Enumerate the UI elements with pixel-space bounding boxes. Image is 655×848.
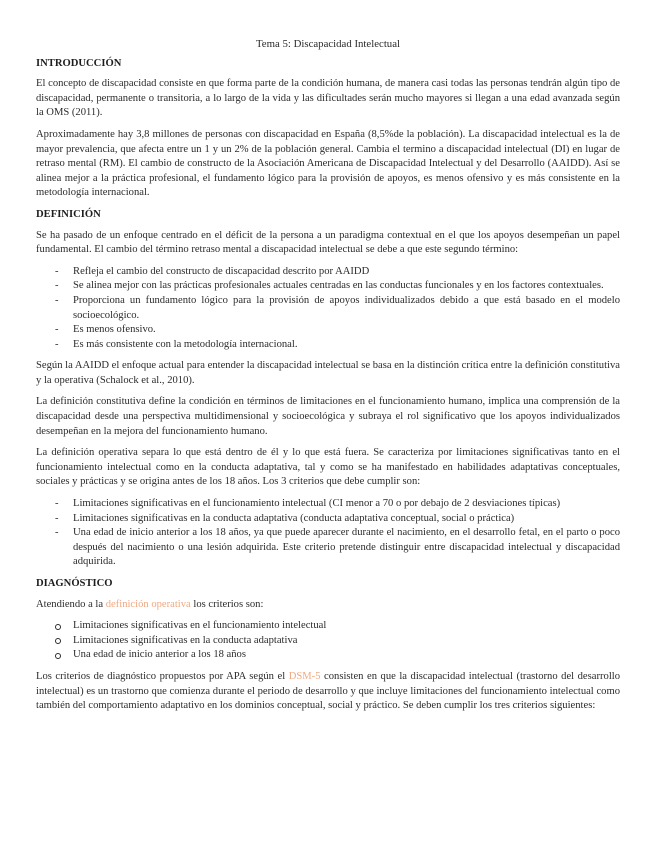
- list-item: Limitaciones significativas en la conducta adaptativa: [36, 634, 620, 649]
- list-item: - Limitaciones significativas en el funcionamiento intelectual (CI menor a 70 o por debajo de 2 desviaciones típicas): [36, 497, 620, 512]
- diagnostico-final-paragraph: [36, 670, 620, 714]
- intro-paragraph-2: Aproximadamente hay 3,8 millones de personas con discapacidad en España (8,5%de la población). La discapacidad intelectual es la de mayor prevalencia, que afecta entre un 1 y un 2% de la población general. Cambia el termino a discapacidad intelectual (DI) en lugar de retraso mental (RM). El cambio de constructo de la Asociación Americana de Discapacidad Intelectual y del Desarrollo (AAIDD). Así se alinea mejor a la práctica profesional, el fundamento lógico para la provisión de apoyos, es menos ofensivo y es más consistente en la metodología internacional.: [36, 128, 620, 199]
- definicion-paragraph-1: Se ha pasado de un enfoque centrado en el déficit de la persona a un paradigma contextual en el que los apoyos desempeñan un papel fundamental. El cambio del término retraso mental a discapacidad intelectual se debe a que este segundo término:: [36, 229, 620, 256]
- heading-definicion: DEFINICIÓN: [36, 208, 101, 220]
- definicion-operativa-link[interactable]: definición operativa: [105, 598, 191, 610]
- definicion-paragraph-4: La definición operativa separa lo que está dentro de él y lo que está fuera. Se caracteriza por limitaciones significativas tanto en el funcionamiento intelectual como en la conducta adaptativa, tal y como se ha manifestado en habilidades adaptativas conceptuales, sociales y prácticas y se origina antes de los 18 años. Los 3 criterios que debe cumplir son:: [36, 447, 620, 488]
- diagnostico-final-after: consisten en que la discapacidad intelectual (trastorno del desarrollo intelectual) es un trastorno que comienza durante el periodo de desarrollo y que incluye limitaciones del funcionamiento intelectual como también del comportamiento adaptativo en los dominios conceptual, social y práctico. Se deben cumplir los tres criterios siguientes:: [36, 670, 620, 712]
- list-item: - Proporciona un fundamento lógico para la provisión de apoyos individualizados debido a que está basado en el modelo socioecológico.: [36, 294, 620, 323]
- definicion-bullet-list: [36, 265, 620, 353]
- list-item: - Se alinea mejor con las prácticas profesionales actuales centradas en las conductas funcionales y en los factores contextuales.: [36, 279, 620, 294]
- diagnostico-bullet-list: [36, 619, 620, 663]
- diagnostico-final-before: Los criterios de diagnóstico propuestos por APA según el: [36, 670, 289, 682]
- list-item: Una edad de inicio anterior a los 18 años: [36, 648, 620, 663]
- document-title: Tema 5: Discapacidad Intelectual: [255, 38, 401, 50]
- criteria-list: [36, 497, 620, 570]
- list-item: - Una edad de inicio anterior a los 18 años, ya que puede aparecer durante el nacimiento, en el desarrollo fetal, en el parto o poco después del nacimiento o una lesión adquirida. Este criterio pretende distinguir entre discapacidad intelectual y discapacidad adquirida.: [36, 526, 620, 570]
- list-item: - Es menos ofensivo.: [36, 323, 620, 338]
- diagnostico-intro-after: los criterios son:: [190, 598, 264, 610]
- list-item: - Es más consistente con la metodología internacional.: [36, 338, 620, 353]
- list-item: Limitaciones significativas en el funcionamiento intelectual: [36, 619, 620, 634]
- diagnostico-intro: [36, 598, 620, 613]
- document-page: [36, 37, 620, 721]
- diagnostico-intro-before: Atendiendo a la: [36, 598, 106, 610]
- list-item: - Limitaciones significativas en la conducta adaptativa (conducta adaptativa conceptual, social o práctica): [36, 512, 620, 527]
- definicion-paragraph-3: La definición constitutiva define la condición en términos de limitaciones en el funcionamiento humano, implica una comprensión de la discapacidad desde una perspectiva multidimensional y socioecológica y subraya el rol significativo que los apoyos individualizados desempeñan en la mejora del funcionamiento humano.: [36, 396, 620, 437]
- list-item: - Refleja el cambio del constructo de discapacidad descrito por AAIDD: [36, 265, 620, 280]
- intro-paragraph-1: El concepto de discapacidad consiste en que forma parte de la condición humana, de manera casi todas las personas tendrán algún tipo de discapacidad, permanente o transitoria, a lo largo de la vida y las dificultades serán mucho mayores si llegan a una edad avanzada según la OMS (2011).: [36, 78, 620, 119]
- definicion-paragraph-2: Según la AAIDD el enfoque actual para entender la discapacidad intelectual se basa en la distinción crítica entre la definición constitutiva y la operativa (Schalock et al., 2010).: [36, 360, 620, 386]
- dsm5-link[interactable]: DSM-5: [288, 670, 321, 682]
- heading-diagnostico: DIAGNÓSTICO: [36, 578, 113, 589]
- heading-introduccion: INTRODUCCIÓN: [36, 57, 122, 69]
